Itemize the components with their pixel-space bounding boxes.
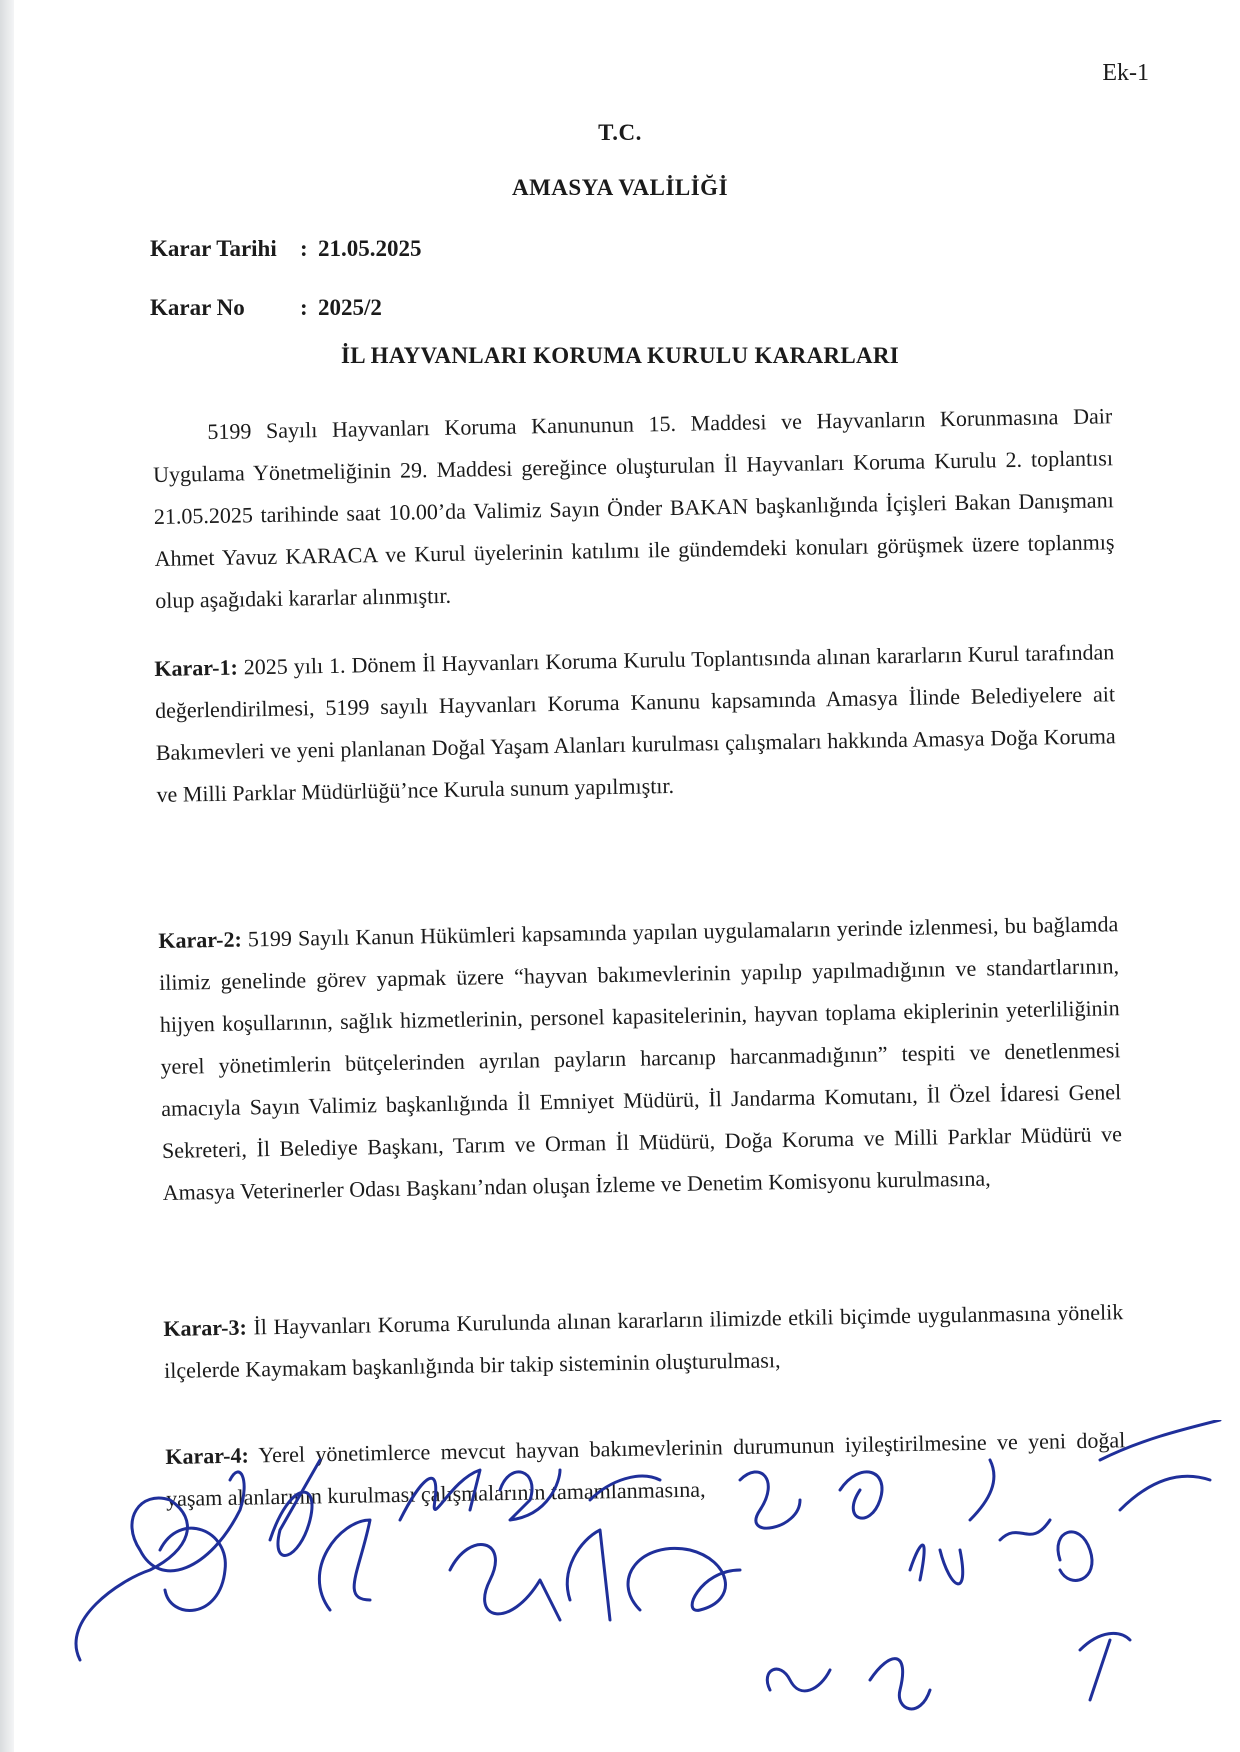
decision-number-value: 2025/2 — [318, 295, 382, 320]
signature-14 — [1058, 1532, 1092, 1581]
signature-10 — [740, 1472, 800, 1528]
signature-7 — [450, 1545, 560, 1620]
decision-3-label: Karar-3: — [163, 1314, 248, 1341]
signature-16 — [1080, 1633, 1130, 1700]
signature-11 — [840, 1472, 882, 1518]
signatures-block — [40, 1420, 1240, 1740]
scan-edge — [0, 0, 14, 1752]
decision-4-label: Karar-4: — [165, 1442, 250, 1469]
decision-2 — [158, 903, 1123, 1214]
document-title: İL HAYVANLARI KORUMA KURULU KARARLARI — [340, 343, 900, 368]
decision-1-text: 2025 yılı 1. Dönem İl Hayvanları Koruma Kurulu Toplantısında alınan kararların Kurul tarafından değerlendirilmesi, 5199 sayılı Hayvanları Koruma Kanunu kapsamında Amasya İlinde Belediyelere ait Bakımevleri ve yeni planlanan Doğal Yaşam Alanları kurulması çalışmaları hakkında Amasya Doğa Koruma ve Milli Parklar Müdürlüğü’nce Kurula sunum yapılmıştır. — [154, 639, 1116, 807]
signature-18 — [870, 1659, 930, 1709]
decision-3 — [163, 1291, 1124, 1392]
intro-paragraph: 5199 Sayılı Hayvanları Koruma Kanununun 15. Maddesi ve Hayvanların Korunmasına Dair Uygulama Yönetmeliğinin 29. Maddesi gereğince oluşturulan İl Hayvanları Koruma Kurulu 2. toplantısı 21.05.2025 tarihinde saat 10.00’da Valimiz Sayın Önder BAKAN başkanlığında İçişleri Bakan Danışmanı Ahmet Yavuz KARACA ve Kurul üyelerinin katılımı ile gündemdeki konuları görüşmek üzere toplanmış olup aşağıdaki kararlar alınmıştır. — [152, 403, 1115, 613]
signature-13 — [970, 1460, 1050, 1540]
decision-3-text: İl Hayvanları Koruma Kurulunda alınan kararların ilimizde etkili biçimde uygulanmasına yönelik ilçelerde Kaymakam başkanlığında bir takip sisteminin oluşturulması, — [163, 1299, 1124, 1383]
decision-date-value: 21.05.2025 — [318, 236, 422, 261]
decision-1-label: Karar-1: — [154, 654, 239, 681]
decision-1 — [154, 631, 1117, 816]
header-tc: T.C. — [598, 120, 642, 145]
header-institution: AMASYA VALİLİĞİ — [511, 175, 729, 200]
signature-15 — [1100, 1420, 1220, 1510]
decision-date-row — [150, 236, 422, 262]
decision-number-row — [150, 295, 382, 321]
signature-8 — [567, 1530, 610, 1620]
decision-date-separator: : — [300, 236, 308, 261]
decision-4-text: Yerel yönetimlerce mevcut hayvan bakımevlerinin durumunun iyileştirilmesine ve yeni doğal yaşam alanlarının kurulması çalışmalarının tamamlanmasına, — [165, 1427, 1126, 1511]
signature-12 — [910, 1545, 963, 1584]
decision-number-separator: : — [300, 295, 308, 320]
signature-6 — [590, 1476, 660, 1500]
signature-17 — [767, 1669, 830, 1691]
signature-3 — [319, 1520, 370, 1610]
decision-date-label: Karar Tarihi — [150, 236, 277, 261]
decision-number-label: Karar No — [150, 295, 245, 320]
decision-2-label: Karar-2: — [158, 926, 243, 953]
signature-9 — [628, 1548, 740, 1610]
signature-4 — [400, 1470, 480, 1520]
signature-2 — [270, 1460, 320, 1555]
decision-2-text: 5199 Sayılı Kanun Hükümleri kapsamında yapılan uygulamaların yerinde izlenmesi, bu bağlamda ilimiz genelinde görev yapmak üzere “hayvan bakımevlerinin yapılıp yapılmadığının ve standartlarının, hijyen koşullarının, sağlık hizmetlerinin, personel kapasitelerinin, hayvan toplama ekiplerinin yeterliliğinin yerel yönetimlerin bütçelerinden ayrılan payların harcanıp harcanmadığının” tespiti ve denetlenmesi amacıyla Sayın Valimiz başkanlığında İl Emniyet Müdürü, İl Jandarma Komutanı, İl Özel İdaresi Genel Sekreteri, İl Belediye Başkanı, Tarım ve Orman İl Müdürü, Doğa Koruma ve Milli Parklar Müdürü ve Amasya Veterinerler Odası Başkanı’ndan oluşan İzleme ve Denetim Komisyonu kurulmasına, — [158, 911, 1123, 1205]
signature-5 — [500, 1470, 560, 1520]
page-reference: Ek-1 — [1102, 60, 1149, 86]
signature-1 — [76, 1472, 244, 1660]
